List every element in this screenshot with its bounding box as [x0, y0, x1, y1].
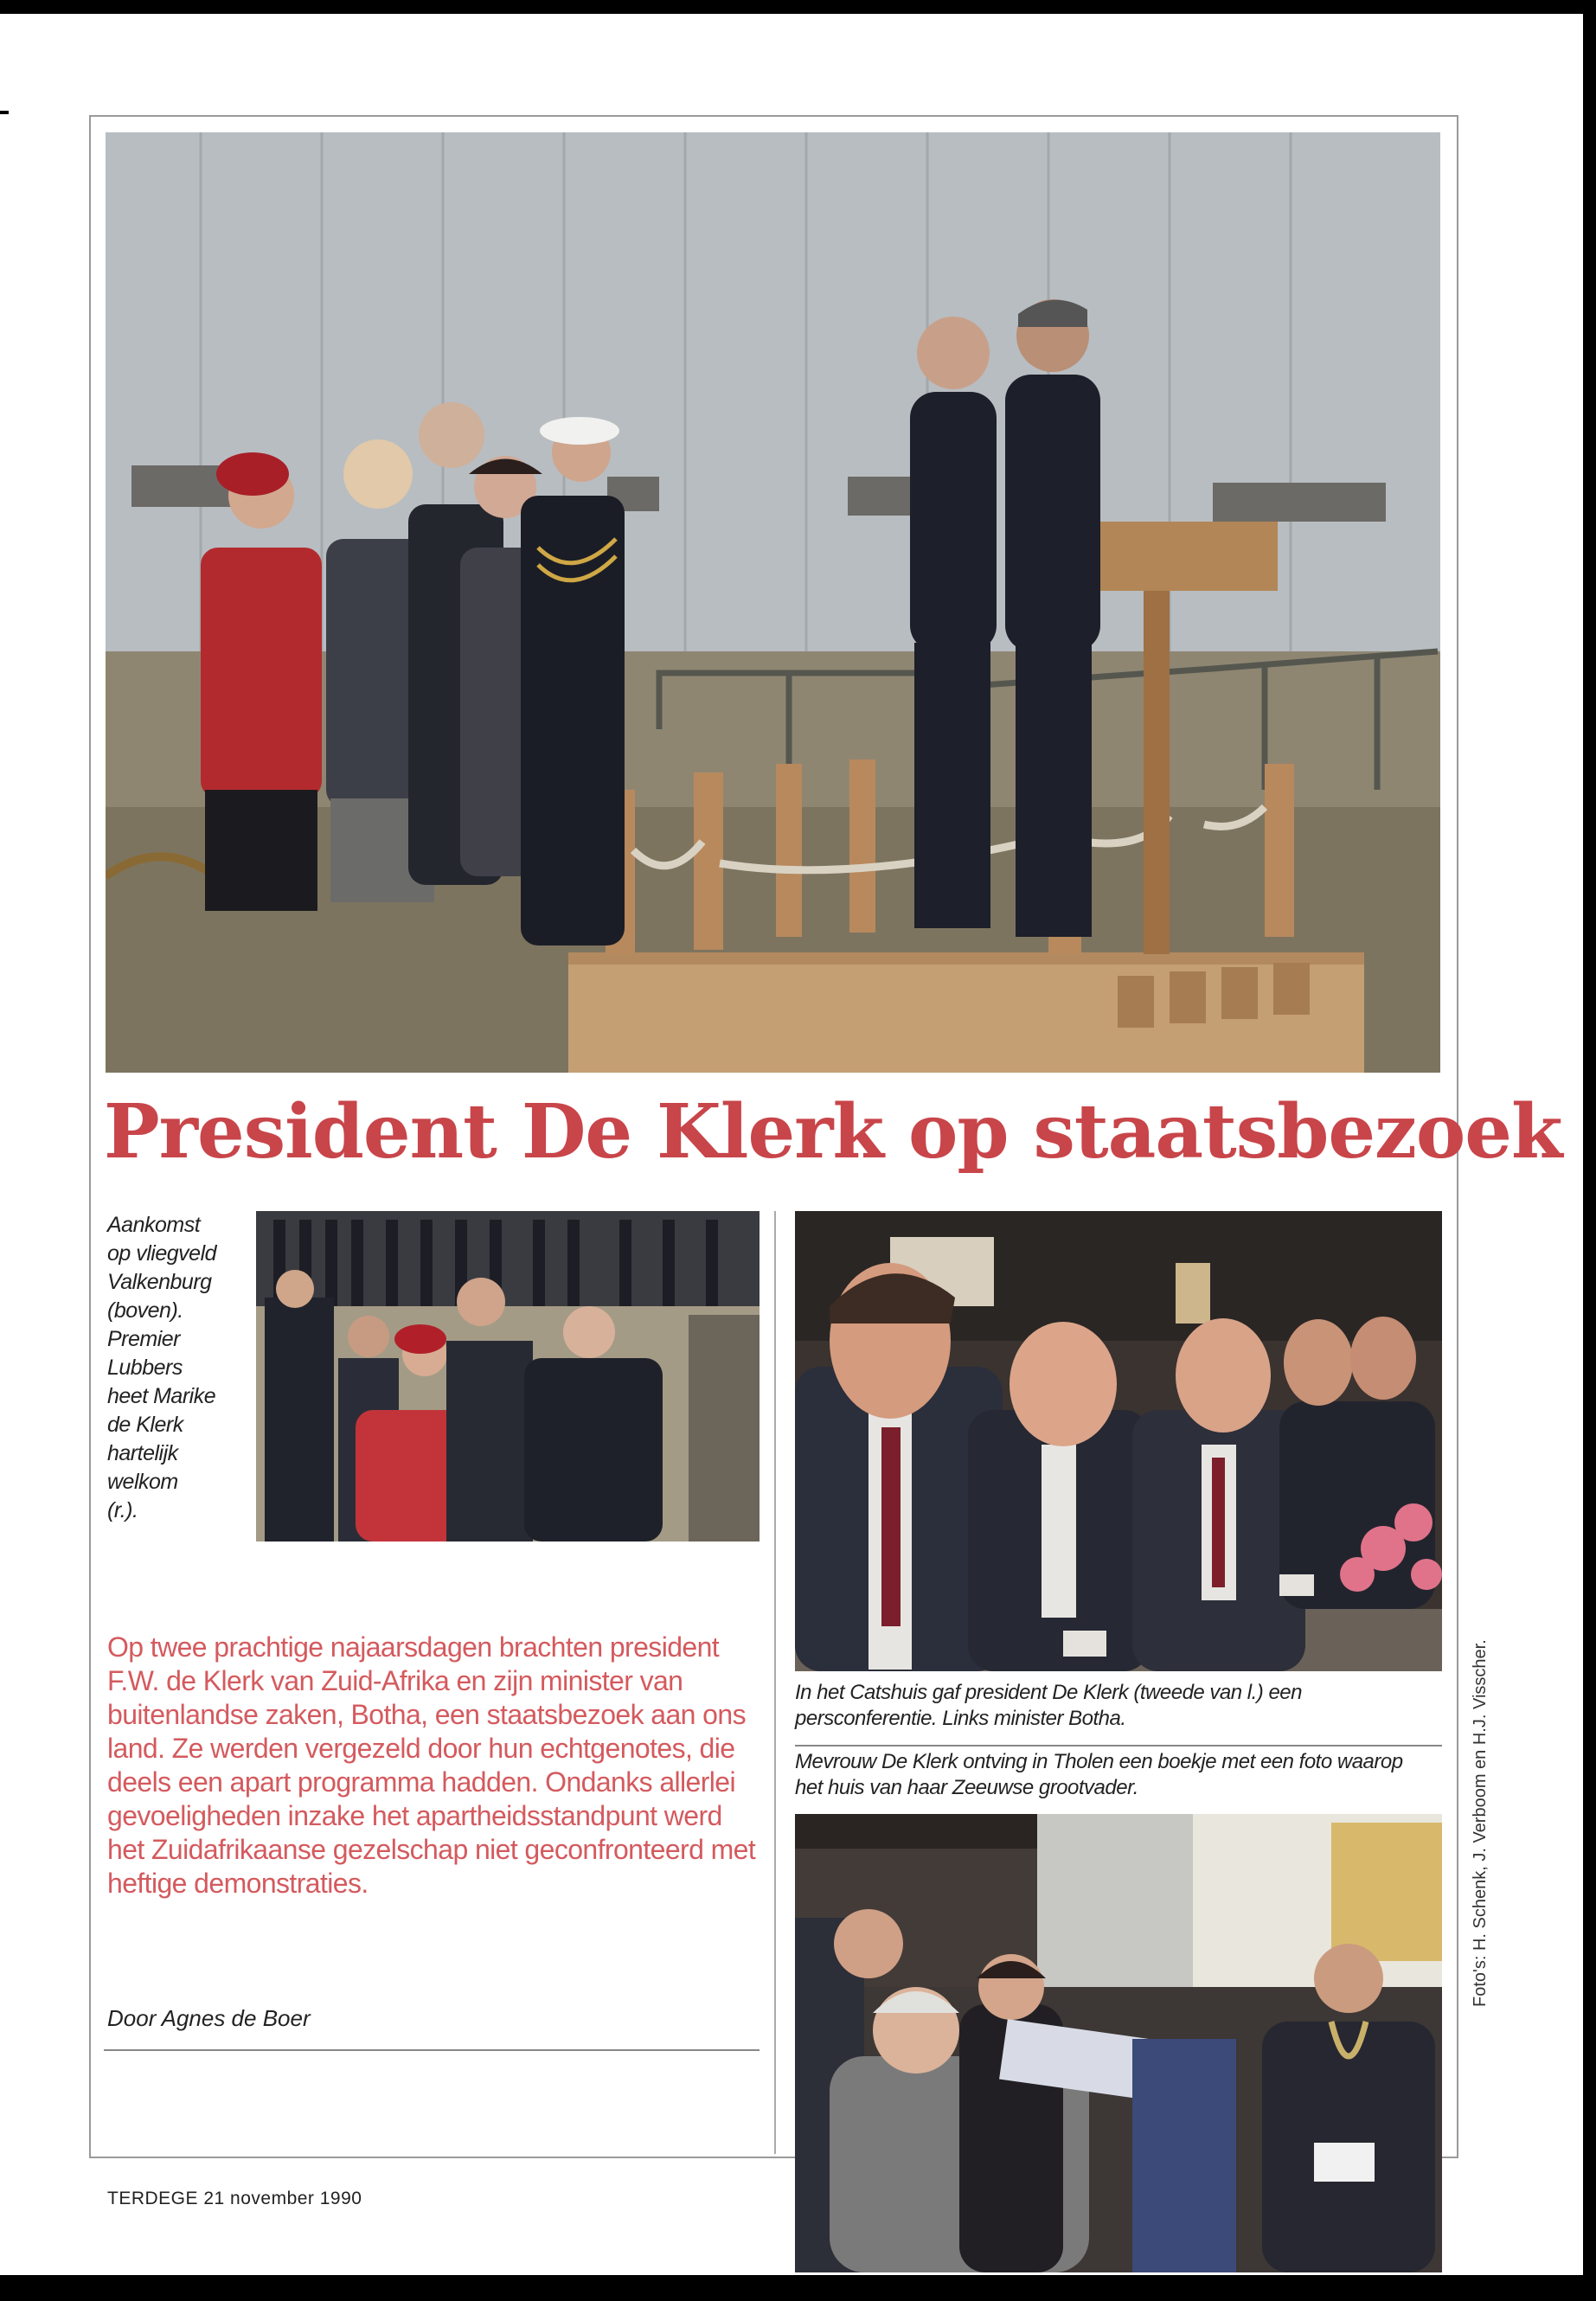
article-intro: Op twee prachtige najaarsdagen brachten president F.W. de Klerk van Zuid-Afrika en zijn minister van buitenlandse zaken, Botha, een staatsbezoek aan ons land. Ze werden vergezeld door hun echtgenotes, die deels een apart programma hadden. Ondanks allerlei gevoeligheden inzake het apartheidsstandpunt werd het Zuidafrikaanse gezelschap niet geconfronteerd met heftige demonstraties.	[107, 1631, 756, 1899]
page-top-border	[0, 0, 1596, 14]
caption-line: hartelijk	[107, 1441, 178, 1465]
caption-line: op vliegveld	[107, 1241, 217, 1266]
photo-arrival-ceremony	[106, 132, 1440, 1073]
caption-line: de Klerk	[107, 1413, 183, 1437]
caption-tholen: Mevrouw De Klerk ontving in Tholen een boekje met een foto waarop het huis van haar Zeeuwse grootvader.	[795, 1750, 1403, 1799]
article-headline: President De Klerk op staatsbezoek	[104, 1088, 1562, 1176]
caption-line: (r.).	[107, 1498, 138, 1522]
photo-press-conference	[795, 1211, 1442, 1671]
caption-line: (boven).	[107, 1298, 183, 1323]
photo-welcome	[256, 1211, 760, 1541]
caption-arrival	[107, 1211, 250, 1525]
page-footer: TERDEGE 21 november 1990	[107, 2189, 362, 2208]
column-divider	[774, 1211, 776, 2154]
page-bottom-border	[0, 2275, 1596, 2301]
caption-line: heet Marike	[107, 1384, 216, 1408]
caption-line: welkom	[107, 1470, 178, 1494]
caption-line: Lubbers	[107, 1356, 183, 1380]
photo-tholen-book	[795, 1814, 1442, 2272]
byline: Door Agnes de Boer	[107, 2005, 311, 2031]
caption-press-conference: In het Catshuis gaf president De Klerk (tweede van l.) een persconferentie. Links minister Botha.	[795, 1681, 1302, 1730]
caption-line: Premier	[107, 1327, 181, 1351]
crop-mark	[0, 111, 9, 114]
page-right-border	[1583, 0, 1596, 2301]
caption-line: Aankomst	[107, 1213, 201, 1237]
photo-credit: Foto's: H. Schenk, J. Verboom en H.J. Visscher.	[1471, 1639, 1490, 2007]
byline-rule	[104, 2049, 760, 2051]
caption-line: Valkenburg	[107, 1270, 212, 1294]
caption-divider	[795, 1745, 1442, 1747]
